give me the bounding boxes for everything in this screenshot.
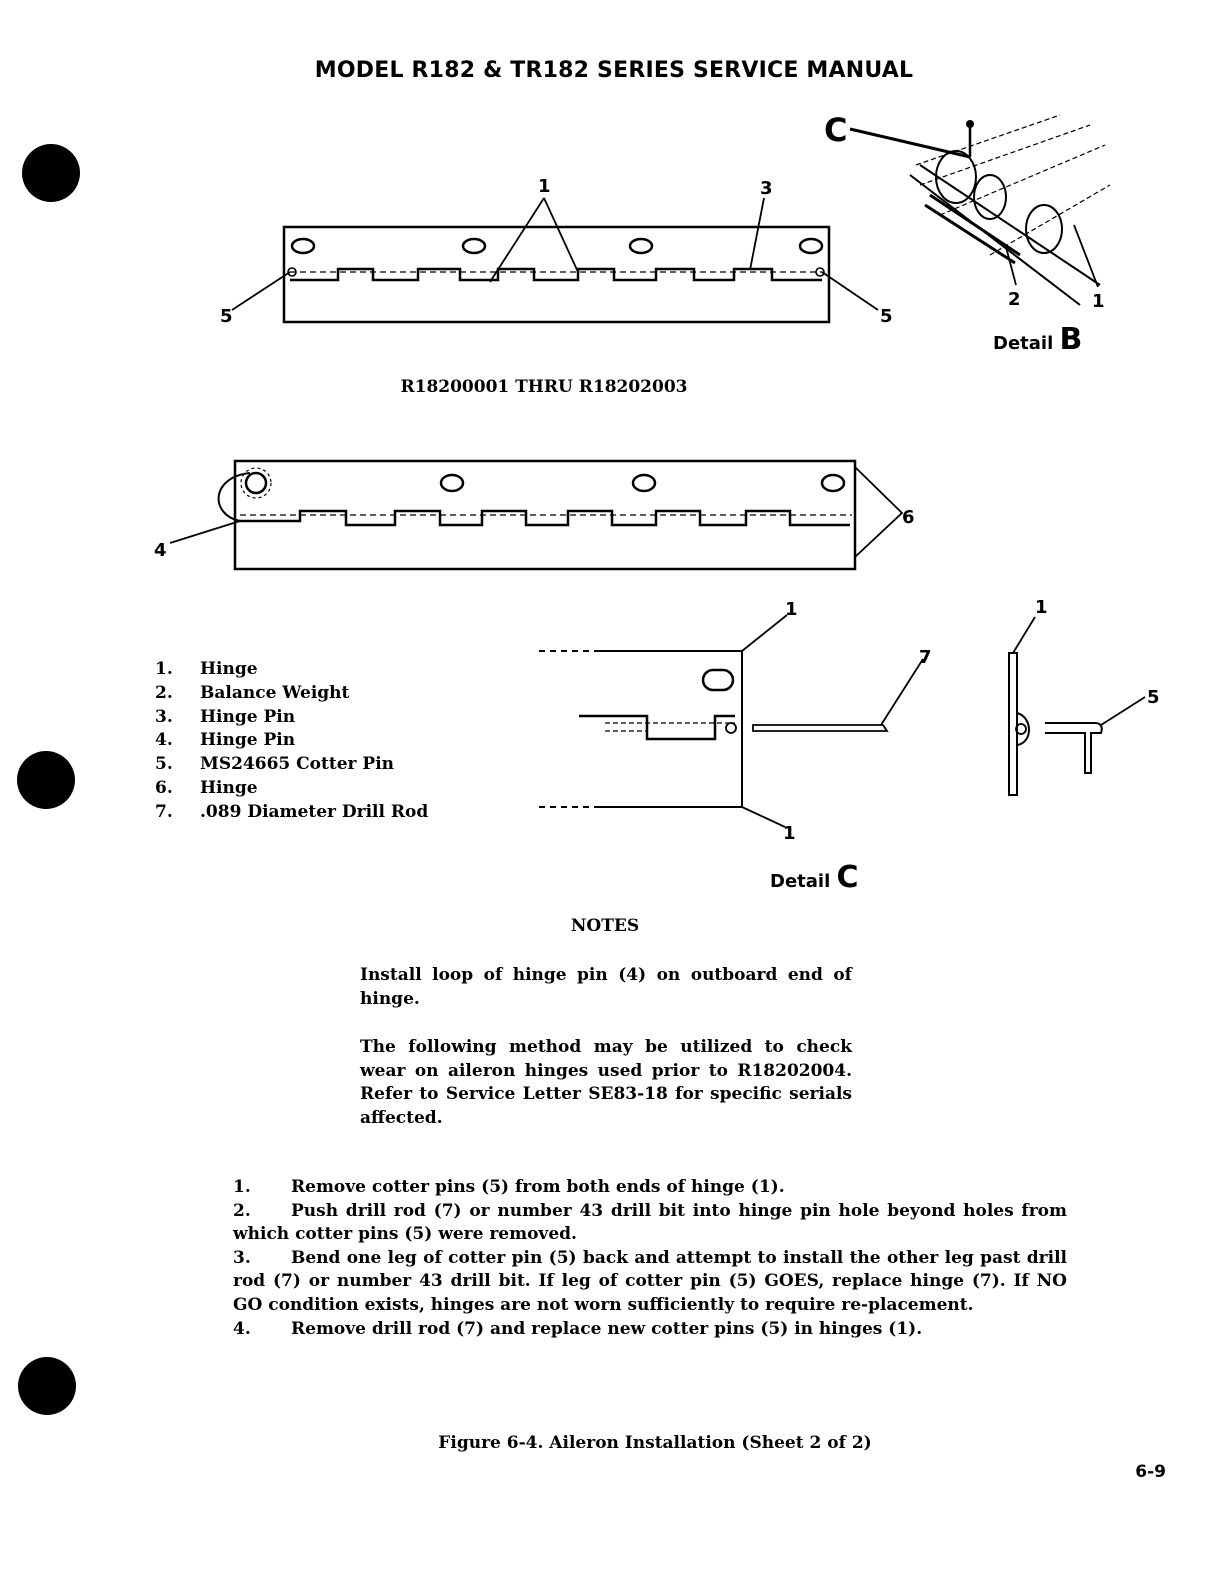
- figure-caption: Figure 6-4. Aileron Installation (Sheet 2 of 2): [438, 1433, 872, 1453]
- callout-2: 2: [1008, 289, 1021, 310]
- detail-b-letter: B: [1059, 322, 1083, 357]
- callout-6: 6: [902, 507, 915, 528]
- detail-c-letter: C: [836, 860, 859, 895]
- legend-item: 6. Hinge: [155, 777, 258, 798]
- callout-1-detail-b: 1: [1092, 291, 1105, 312]
- legend-item: 5. MS24665 Cotter Pin: [155, 754, 395, 775]
- parts-legend: [155, 658, 428, 825]
- note-1: Install loop of hinge pin (4) on outboard end of hinge.: [360, 965, 852, 1009]
- legend-item: 2. Balance Weight: [155, 682, 350, 703]
- hinge-plate-top: [284, 227, 829, 322]
- legend-item: 4. Hinge Pin: [155, 730, 296, 751]
- legend-item: 7. .089 Diameter Drill Rod: [155, 801, 429, 822]
- procedure-steps: [233, 1176, 1067, 1341]
- detail-c-drawing: [535, 595, 1175, 845]
- callout-1-top: 1: [785, 599, 798, 620]
- binder-hole-bottom: [18, 1357, 76, 1415]
- callout-c-pointer: C: [824, 111, 848, 149]
- step: 3. Bend one leg of cotter pin (5) back and attempt to install the other leg past drill rod (7) or number 43 drill bit. If leg of cotter pin (5) GOES, replace hinge (7). If NO GO condition exists, hinges are not worn sufficiently to require re-placement.: [233, 1247, 1067, 1315]
- detail-b-label: [993, 322, 1082, 357]
- callout-1-pin: 1: [1035, 597, 1048, 618]
- callout-1-bottom: 1: [783, 823, 796, 844]
- detail-c-word: Detail: [770, 871, 831, 892]
- callout-5-detail-c: 5: [1147, 687, 1160, 708]
- hinge-drawing-top: [210, 170, 910, 330]
- notes-title: NOTES: [570, 916, 640, 936]
- callout-7: 7: [919, 647, 932, 668]
- legend-item: 3. Hinge Pin: [155, 706, 296, 727]
- step: 4. Remove drill rod (7) and replace new cotter pins (5) in hinges (1).: [233, 1318, 923, 1339]
- binder-hole-middle: [17, 751, 75, 809]
- callout-4: 4: [154, 540, 167, 561]
- callout-3: 3: [760, 178, 773, 199]
- serial-range: R18200001 THRU R18202003: [400, 377, 688, 397]
- detail-c-label: [770, 860, 859, 895]
- step: 1. Remove cotter pins (5) from both ends of hinge (1).: [233, 1177, 785, 1197]
- callout-5-right: 5: [880, 306, 893, 327]
- callout-5-left: 5: [220, 306, 233, 327]
- page-header: MODEL R182 & TR182 SERIES SERVICE MANUAL: [314, 58, 914, 83]
- callout-1: 1: [538, 176, 551, 197]
- detail-b-drawing: [820, 105, 1120, 325]
- detail-b-word: Detail: [993, 333, 1054, 354]
- note-2: The following method may be utilized to check wear on aileron hinges used prior to R18202004. Refer to Service Letter SE83-18 for specific serials affected.: [360, 1037, 852, 1128]
- hinge-drawing-middle: [150, 455, 930, 580]
- step: 2. Push drill rod (7) or number 43 drill bit into hinge pin hole beyond holes from which cotter pins (5) were removed.: [233, 1200, 1067, 1245]
- legend-item: 1. Hinge: [155, 659, 258, 679]
- page-number: 6-9: [1135, 1462, 1166, 1482]
- binder-hole-top: [22, 144, 80, 202]
